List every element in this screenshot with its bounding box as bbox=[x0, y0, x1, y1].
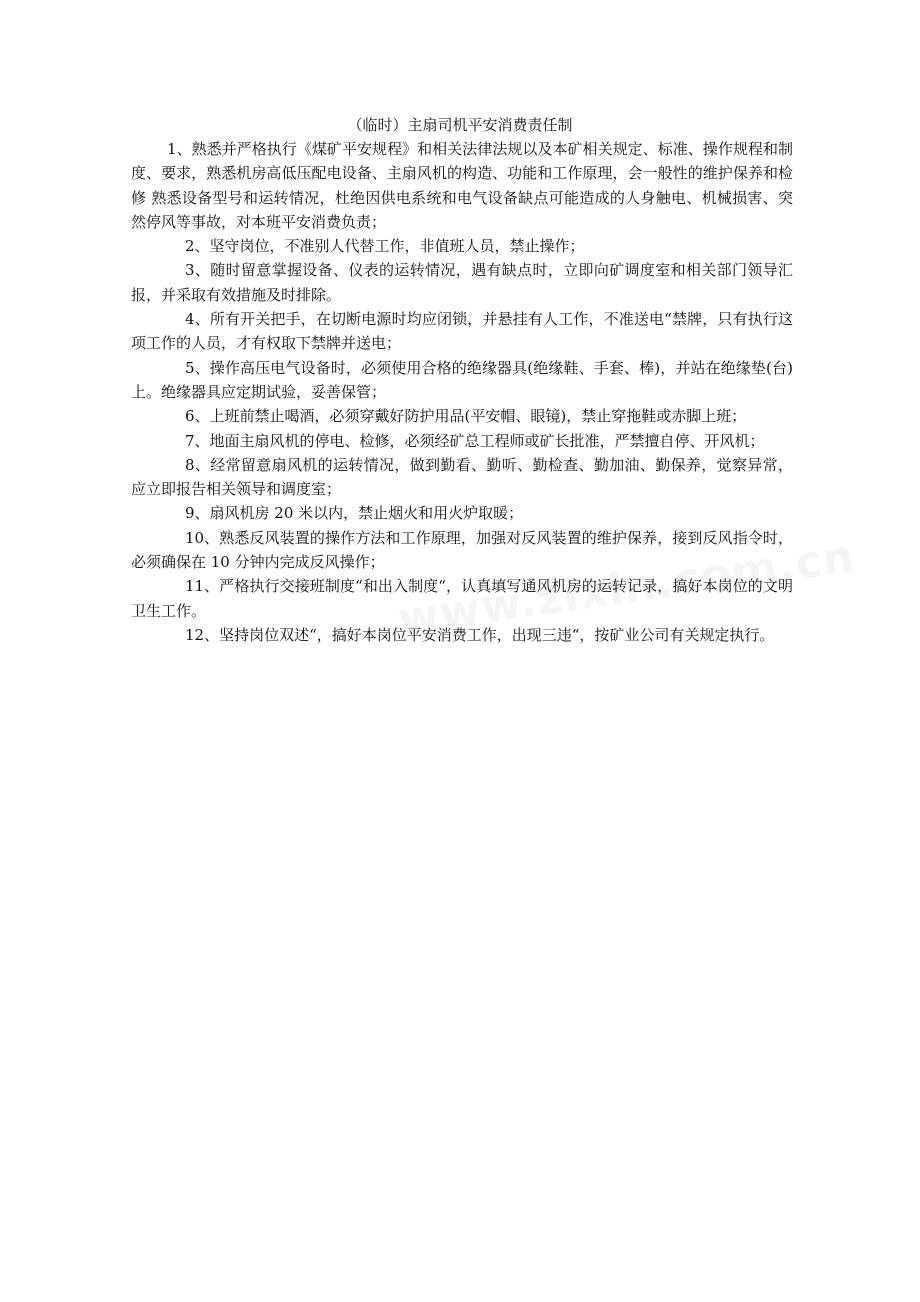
paragraph-3: 3、随时留意掌握设备、仪表的运转情况，遇有缺点时，立即向矿调度室和相关部门领导汇报，并采取有效措施及时排除。 bbox=[131, 261, 793, 304]
paragraph-9: 9、扇风机房 20 米以内，禁止烟火和用火炉取暖； bbox=[185, 504, 524, 523]
paragraph-8: 8、经常留意扇风机的运转情况，做到勤看、勤听、勤检查、勤加油、勤保养，觉察异常，应立即报告相关领导和调度室； bbox=[131, 455, 793, 499]
paragraph-2: 2、坚守岗位，不准别人代替工作，非值班人员，禁止操作； bbox=[185, 237, 585, 256]
paragraph-6: 6、上班前禁止喝酒，必须穿戴好防护用品(平安帽、眼镜)，禁止穿拖鞋或赤脚上班； bbox=[185, 407, 747, 426]
paragraph-1: 1、熟悉并严格执行《煤矿平安规程》和相关法律法规以及本矿相关规定、标准、操作规程和制度、要求，熟悉机房高低压配电设备、主扇风机的构造、功能和工作原理，会一般性的维护保养和检修 熟悉设备型号和运转情况，杜绝因供电系统和电气设备缺点可能造成的人身触电、机械损害、突然停风等事故，对本班平安消费负责； bbox=[131, 140, 793, 231]
paragraph-4: 4、所有开关把手，在切断电源时均应闭锁，并悬挂有人工作，不准送电“禁牌，只有执行这项工作的人员，才有权取下禁牌并送电； bbox=[131, 310, 793, 353]
paragraph-12: 12、坚持岗位双述“，搞好本岗位平安消费工作，出现三违“，按矿业公司有关规定执行。 bbox=[185, 625, 775, 644]
document-title: （临时）主扇司机平安消费责任制 bbox=[347, 116, 573, 134]
paragraph-10: 10、熟悉反风装置的操作方法和工作原理，加强对反风装置的维护保养，接到反风指令时，必须确保在 10 分钟内完成反风操作； bbox=[131, 528, 793, 572]
paragraph-7: 7、地面主扇风机的停电、检修，必须经矿总工程师或矿长批准，严禁擅自停、开风机； bbox=[185, 431, 765, 450]
paragraph-11: 11、严格执行交接班制度“和出入制度“，认真填写通风机房的运转记录，搞好本岗位的文明卫生工作。 bbox=[131, 577, 793, 620]
document-body bbox=[131, 137, 793, 647]
paragraph-5: 5、操作高压电气设备时，必须使用合格的绝缘器具(绝缘鞋、手套、棒)，并站在绝缘垫(台)上。绝缘器具应定期试验，妥善保管； bbox=[131, 358, 793, 401]
